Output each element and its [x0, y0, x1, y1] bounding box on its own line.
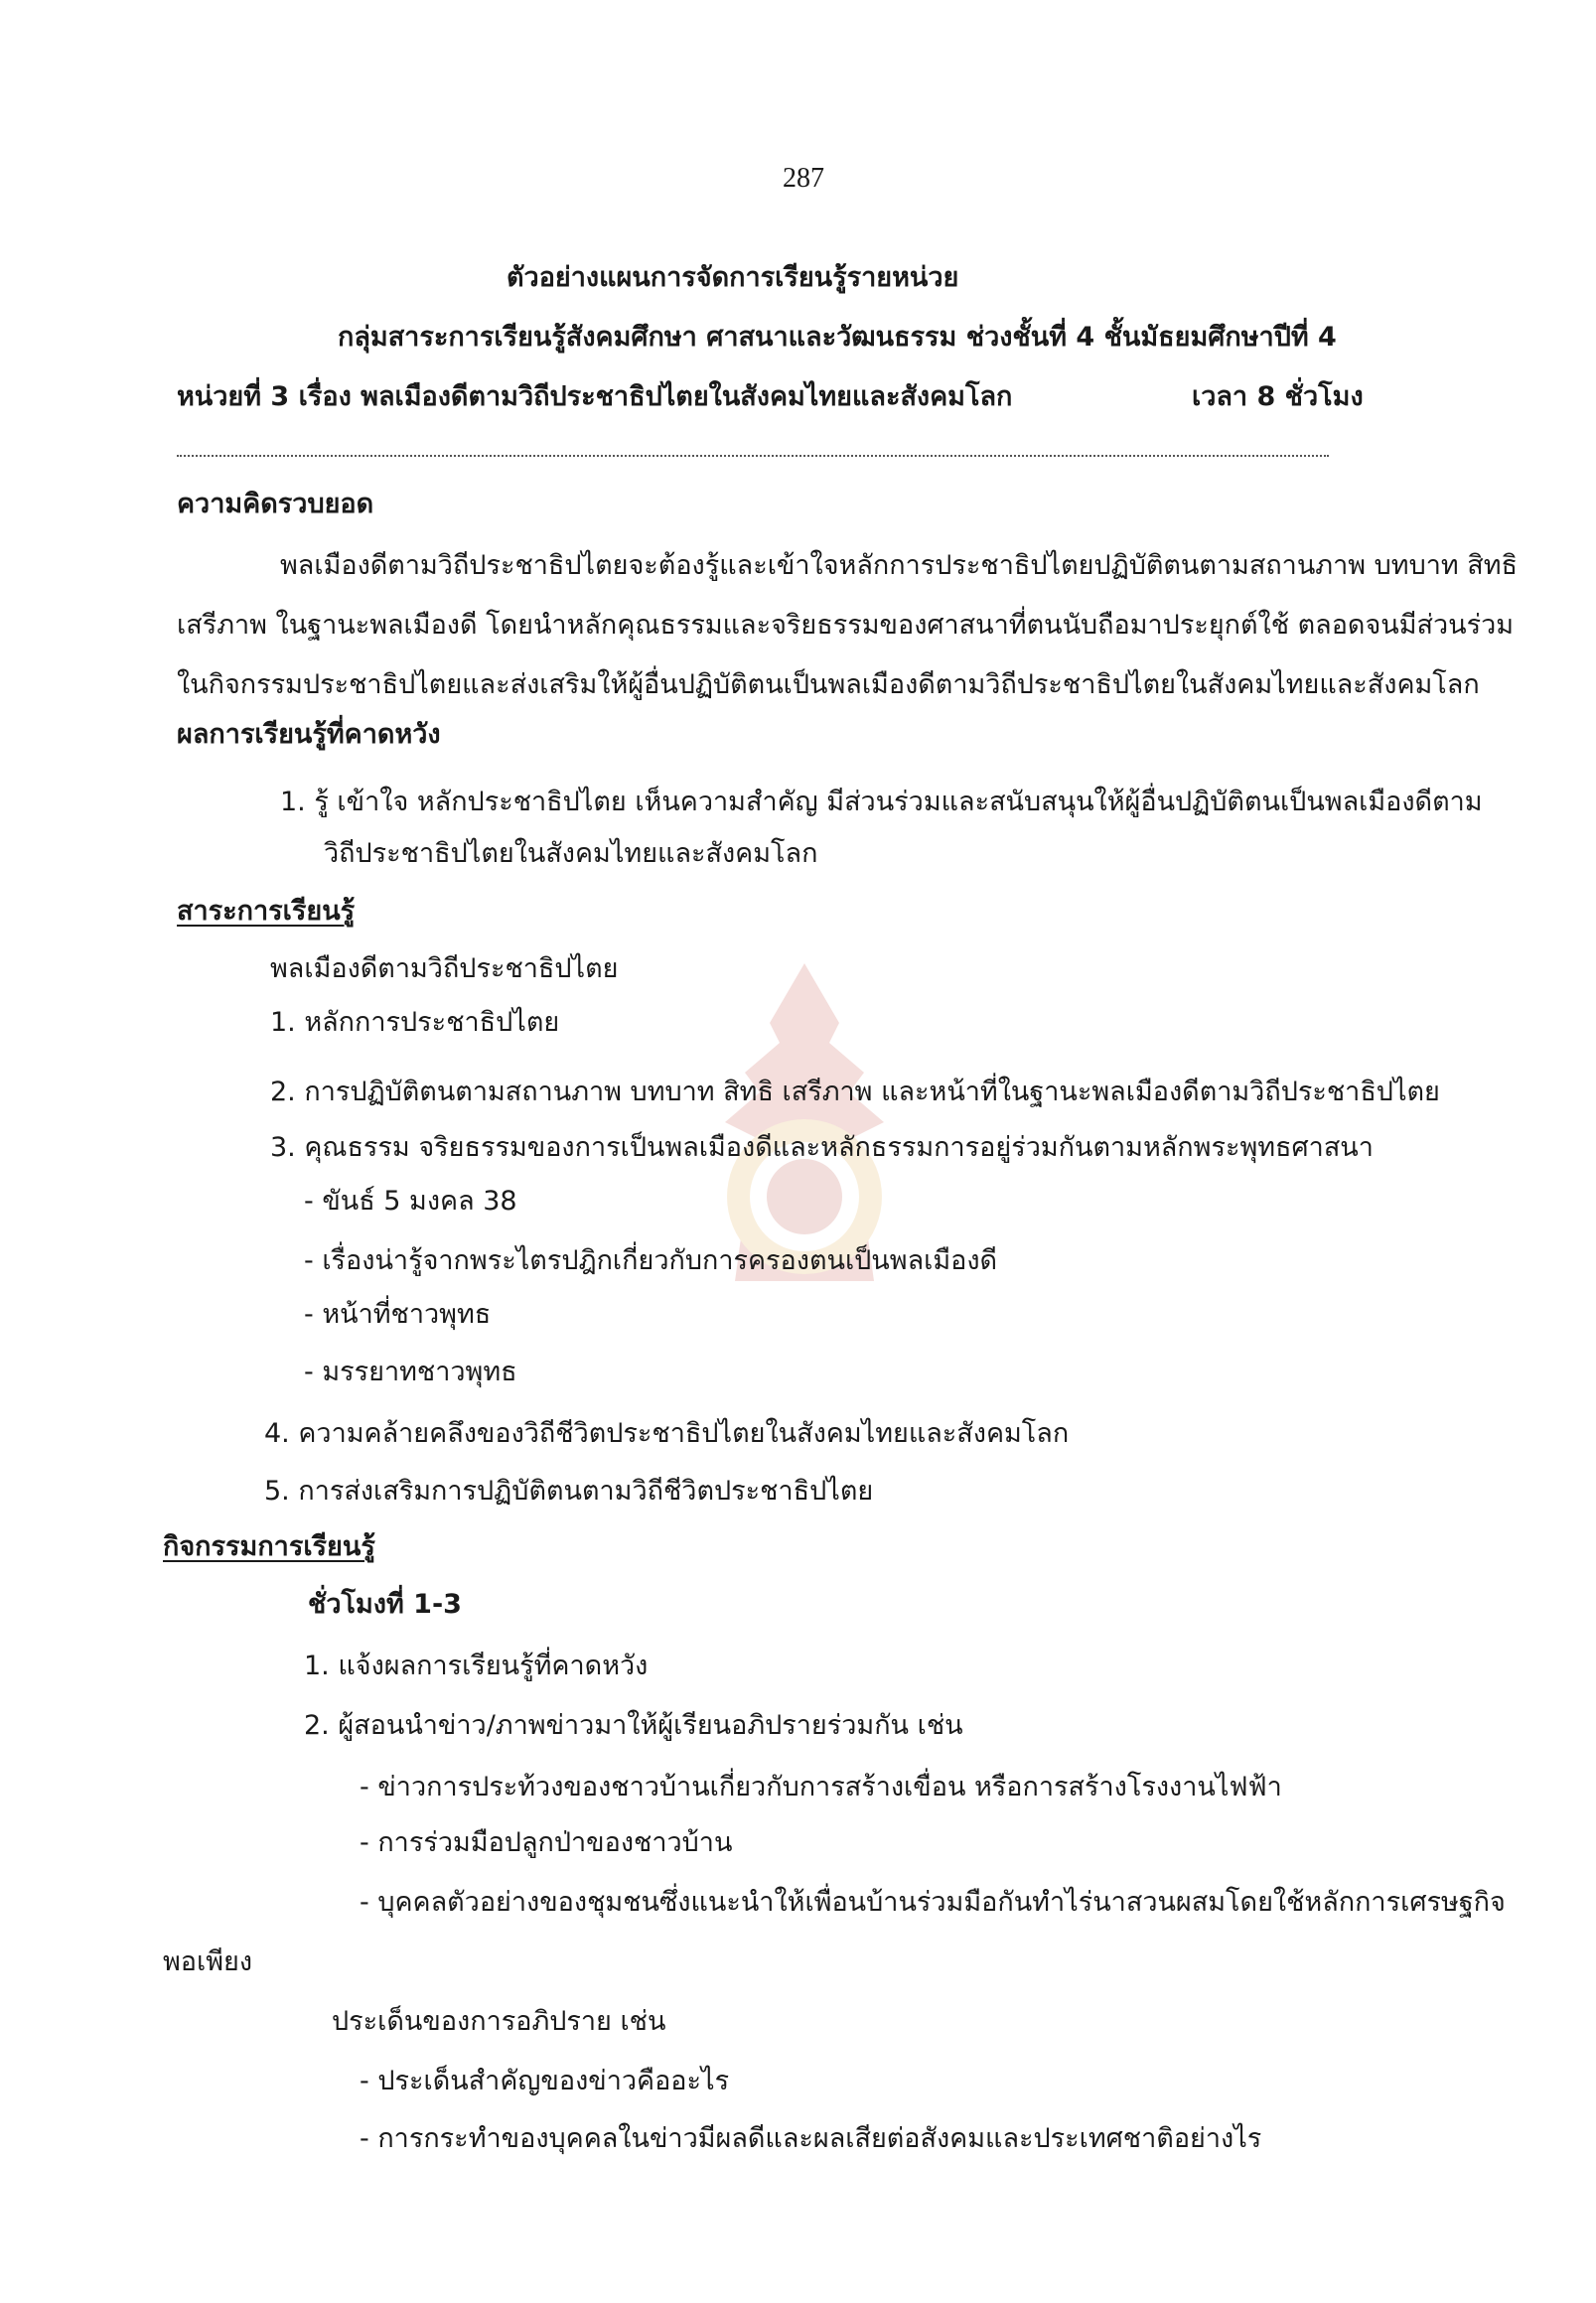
news-item: - ข่าวการประท้วงของชาวบ้านเกี่ยวกับการสร้างเขื่อน หรือการสร้างโรงงานไฟฟ้า — [360, 1772, 1282, 1802]
news-item-cont: พอเพียง — [163, 1946, 253, 1977]
outcome-item: 1. รู้ เข้าใจ หลักประชาธิปไตย เห็นความสำคัญ มีส่วนร่วมและสนับสนุนให้ผู้อื่นปฏิบัติตนเป็นพลเมืองดีตาม — [280, 787, 1483, 817]
discussion-intro: ประเด็นของการอภิปราย เช่น — [332, 2006, 666, 2037]
news-item: - การร่วมมือปลูกป่าของชาวบ้าน — [360, 1827, 733, 1858]
unit-title: หน่วยที่ 3 เรื่อง พลเมืองดีตามวิถีประชาธิปไตยในสังคมไทยและสังคมโลก — [177, 381, 1013, 412]
news-item: - บุคคลตัวอย่างของชุมชนซึ่งแนะนำให้เพื่อนบ้านร่วมมือกันทำไร่นาสวนผสมโดยใช้หลักการเศรษฐกิจ — [360, 1887, 1506, 1918]
content-subitem: - ขันธ์ 5 มงคล 38 — [304, 1186, 517, 1217]
content-subitem: - เรื่องน่ารู้จากพระไตรปฎิกเกี่ยวกับการครองตนเป็นพลเมืองดี — [304, 1245, 998, 1276]
discussion-item: - ประเด็นสำคัญของข่าวคืออะไร — [360, 2066, 730, 2096]
concept-heading: ความคิดรวบยอด — [177, 489, 374, 519]
content-subitem: - มรรยาทชาวพุทธ — [304, 1357, 517, 1387]
outcomes-heading: ผลการเรียนรู้ที่คาดหวัง — [177, 719, 441, 750]
activity-period: ชั่วโมงที่ 1-3 — [308, 1589, 462, 1620]
concept-line: เสรีภาพ ในฐานะพลเมืองดี โดยนำหลักคุณธรรมและจริยธรรมของศาสนาที่ตนนับถือมาประยุกต์ใช้ ตลอดจนมีส่วนร่วม — [177, 610, 1515, 641]
page-number: 287 — [783, 163, 824, 194]
dotted-divider — [177, 455, 1329, 457]
document-title: ตัวอย่างแผนการจัดการเรียนรู้รายหน่วย — [507, 262, 959, 293]
content-subitem: - หน้าที่ชาวพุทธ — [304, 1299, 492, 1330]
content-item: 5. การส่งเสริมการปฏิบัติตนตามวิถีชีวิตประชาธิปไตย — [264, 1476, 874, 1507]
discussion-item: - การกระทำของบุคคลในข่าวมีผลดีและผลเสียต่อสังคมและประเทศชาติอย่างไร — [360, 2123, 1262, 2154]
unit-time: เวลา 8 ชั่วโมง — [1192, 381, 1364, 412]
content-intro: พลเมืองดีตามวิถีประชาธิปไตย — [270, 953, 619, 984]
concept-line: พลเมืองดีตามวิถีประชาธิปไตยจะต้องรู้และเข้าใจหลักการประชาธิปไตยปฏิบัติตนตามสถานภาพ บทบาท สิทธิ — [280, 550, 1519, 581]
subject-line: กลุ่มสาระการเรียนรู้สังคมศึกษา ศาสนาและวัฒนธรรม ช่วงชั้นที่ 4 ชั้นมัธยมศึกษาปีที่ 4 — [338, 322, 1337, 353]
activity-step: 1. แจ้งผลการเรียนรู้ที่คาดหวัง — [304, 1651, 649, 1681]
outcome-item-cont: วิถีประชาธิปไตยในสังคมไทยและสังคมโลก — [324, 838, 818, 869]
content-item: 4. ความคล้ายคลึงของวิถีชีวิตประชาธิปไตยในสังคมไทยและสังคมโลก — [264, 1418, 1070, 1449]
concept-line: ในกิจกรรมประชาธิปไตยและส่งเสริมให้ผู้อื่นปฏิบัติตนเป็นพลเมืองดีตามวิถีประชาธิปไตยในสังคมไทยและสังคมโลก — [177, 669, 1480, 700]
content-heading: สาระการเรียนรู้ — [177, 896, 356, 927]
content-item: 3. คุณธรรม จริยธรรมของการเป็นพลเมืองดีและหลักธรรมการอยู่ร่วมกันตามหลักพระพุทธศาสนา — [270, 1132, 1374, 1163]
activities-heading: กิจกรรมการเรียนรู้ — [163, 1531, 375, 1562]
activity-step: 2. ผู้สอนนำข่าว/ภาพข่าวมาให้ผู้เรียนอภิปรายร่วมกัน เช่น — [304, 1710, 963, 1741]
content-item: 2. การปฏิบัติตนตามสถานภาพ บทบาท สิทธิ เสรีภาพ และหน้าที่ในฐานะพลเมืองดีตามวิถีประชาธิปไตย — [270, 1077, 1440, 1107]
content-item: 1. หลักการประชาธิปไตย — [270, 1007, 560, 1038]
